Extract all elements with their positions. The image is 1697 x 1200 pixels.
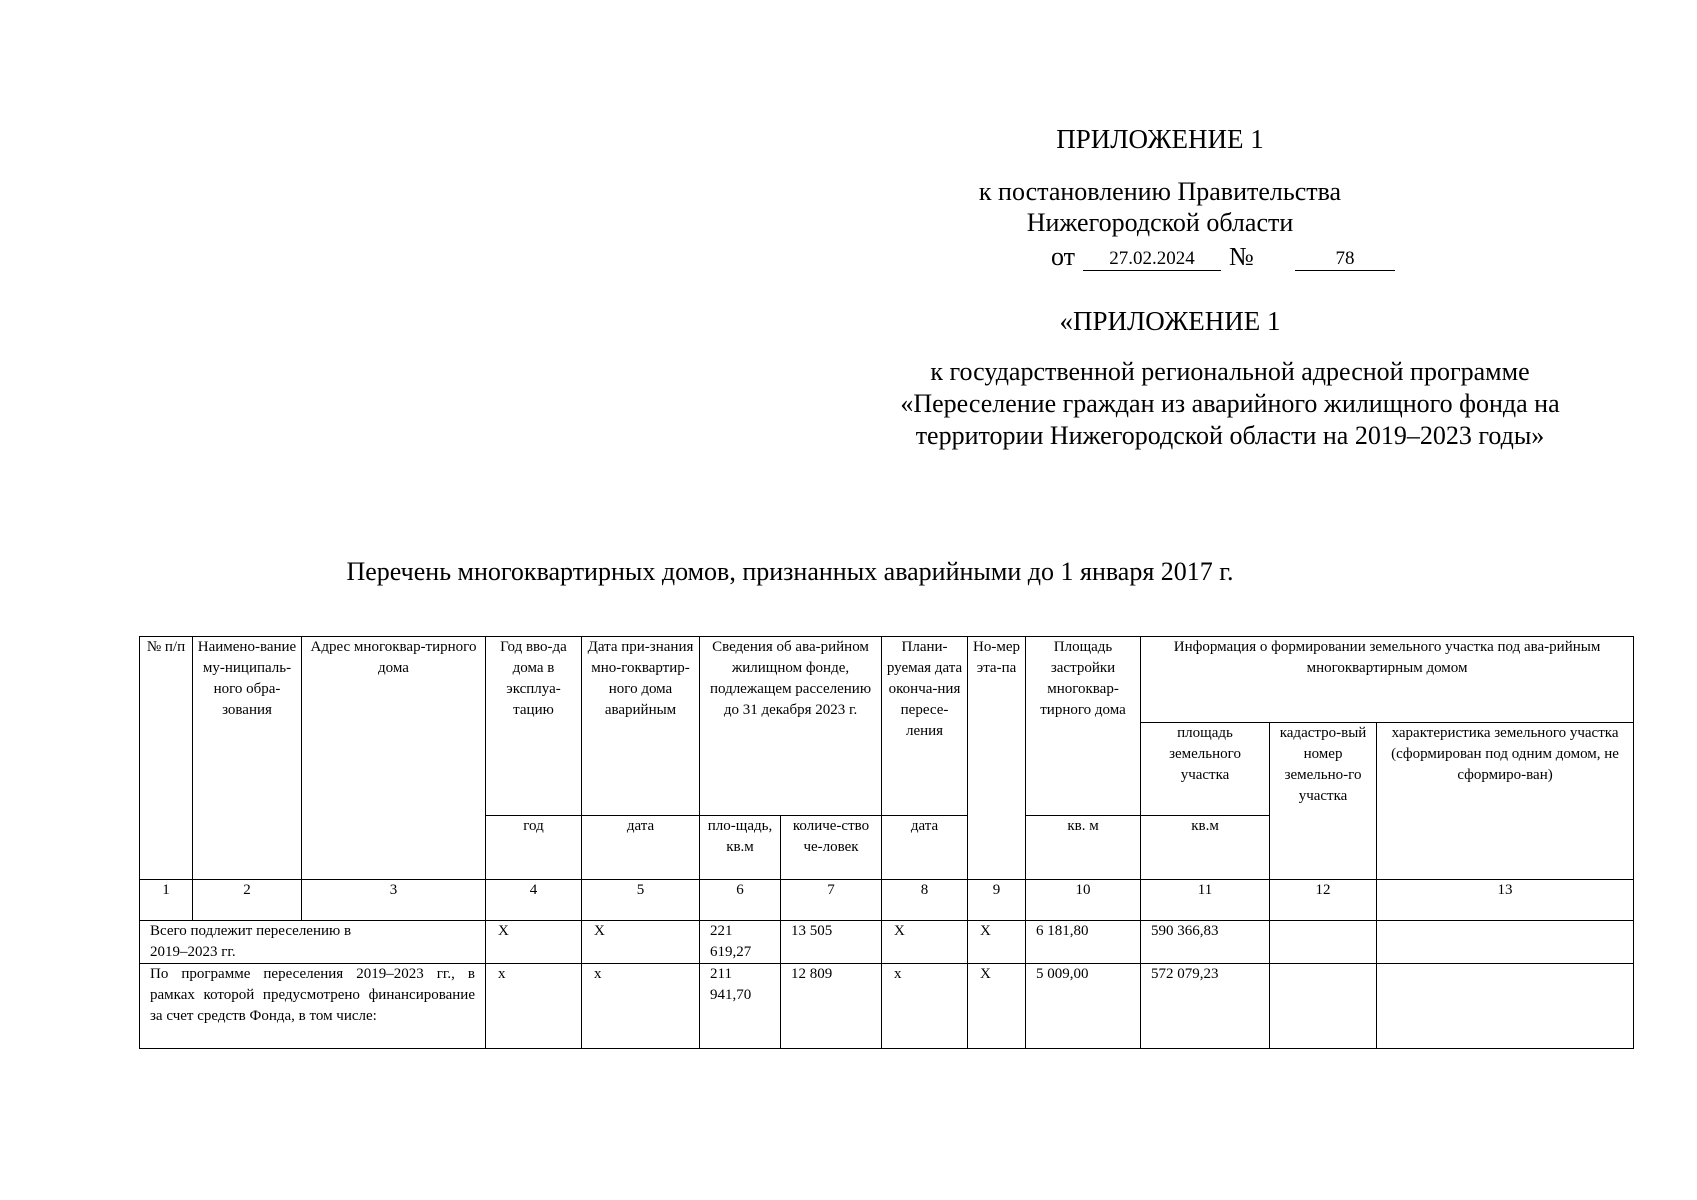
unit-land-area: кв.м [1141, 816, 1270, 880]
unit-year: год [486, 816, 582, 880]
header-row-1 [140, 637, 1634, 723]
header-number: № п/п [140, 637, 193, 880]
header-land-area: площадь земельного участка [1141, 723, 1270, 816]
cell-people: 13 505 [781, 921, 882, 964]
cell-land-characteristics [1377, 964, 1634, 1049]
header-emergency-fund: Сведения об ава-рийном жилищном фонде, подлежащем расселению до 31 декабря 2023 г. [700, 637, 882, 816]
cell-planned-date: х [882, 964, 968, 1049]
column-number: 1 [140, 880, 193, 921]
column-number: 9 [968, 880, 1026, 921]
cell-cadastral-number [1270, 921, 1377, 964]
list-title: Перечень многоквартирных домов, признанных аварийными до 1 января 2017 г. [346, 557, 1234, 586]
header-building-area: Площадь застройки многоквар-тирного дома [1026, 637, 1141, 816]
cell-year: х [486, 964, 582, 1049]
column-number: 6 [700, 880, 781, 921]
column-number: 3 [302, 880, 486, 921]
column-number-row [140, 880, 1634, 921]
column-number: 13 [1377, 880, 1634, 921]
unit-planned-date: дата [882, 816, 968, 880]
cell-land-characteristics [1377, 921, 1634, 964]
cell-planned-date: X [882, 921, 968, 964]
cell-stage: X [968, 921, 1026, 964]
decree-line-1: к постановлению Правительства [978, 177, 1342, 206]
cell-stage: Х [968, 964, 1026, 1049]
header-land-characteristics: характеристика земельного участка (сформирован под одним домом, не сформиро-ван) [1377, 723, 1634, 880]
housing-table [139, 636, 1634, 1049]
cell-building-area: 6 181,80 [1026, 921, 1141, 964]
header-cadastral-number: кадастро-вый номер земельно-го участка [1270, 723, 1377, 880]
table-row [140, 921, 1634, 964]
header-commissioning-year: Год вво-да дома в эксплуа-тацию [486, 637, 582, 816]
header-address: Адрес многоквар-тирного дома [302, 637, 486, 880]
program-subtitle: к государственной региональной адресной программе «Переселение граждан из аварийного жилищного фонда на территории Нижегородской области на 2019–2023 годы» [900, 357, 1560, 450]
row-label-total: Всего подлежит переселению в 2019–2023 гг. [140, 921, 486, 964]
unit-date: дата [582, 816, 700, 880]
header-recognition-date: Дата при-знания мно-гоквартир-ного дома аварийным [582, 637, 700, 816]
cell-cadastral-number [1270, 964, 1377, 1049]
program-appendix-title: «ПРИЛОЖЕНИЕ 1 [1059, 306, 1281, 336]
appendix-title: ПРИЛОЖЕНИЕ 1 [1056, 124, 1264, 154]
date-prefix: от [1051, 242, 1076, 271]
column-number: 11 [1141, 880, 1270, 921]
cell-building-area: 5 009,00 [1026, 964, 1141, 1049]
column-number: 2 [193, 880, 302, 921]
cell-date: х [582, 964, 700, 1049]
unit-area: пло-щадь, кв.м [700, 816, 781, 880]
number-sign: № [1229, 242, 1254, 271]
column-number: 10 [1026, 880, 1141, 921]
column-number: 4 [486, 880, 582, 921]
cell-land-area: 572 079,23 [1141, 964, 1270, 1049]
row-label-program: По программе переселения 2019–2023 гг., в рамках которой предусмотрено финансирование за счет средств Фонда, в том числе: [140, 964, 486, 1049]
table-row [140, 964, 1634, 1049]
decree-date-row [1051, 240, 1396, 274]
column-number: 5 [582, 880, 700, 921]
cell-area: 221 619,27 [700, 921, 781, 964]
cell-land-area: 590 366,83 [1141, 921, 1270, 964]
header-planned-date: Плани-руемая дата оконча-ния пересе-ления [882, 637, 968, 816]
header-municipality: Наимено-вание му-ниципаль-ного обра-зования [193, 637, 302, 880]
decree-number: 78 [1295, 248, 1395, 271]
unit-people: количе-ство че-ловек [781, 816, 882, 880]
header-land-plot-info: Информация о формировании земельного участка под ава-рийным многоквартирным домом [1141, 637, 1634, 723]
header-stage-number: Но-мер эта-па [968, 637, 1026, 880]
cell-year: X [486, 921, 582, 964]
decree-date: 27.02.2024 [1083, 248, 1221, 271]
column-number: 8 [882, 880, 968, 921]
unit-building-area: кв. м [1026, 816, 1141, 880]
decree-line-2: Нижегородской области [1026, 208, 1294, 237]
column-number: 12 [1270, 880, 1377, 921]
cell-area: 211 941,70 [700, 964, 781, 1049]
cell-people: 12 809 [781, 964, 882, 1049]
column-number: 7 [781, 880, 882, 921]
cell-date: X [582, 921, 700, 964]
